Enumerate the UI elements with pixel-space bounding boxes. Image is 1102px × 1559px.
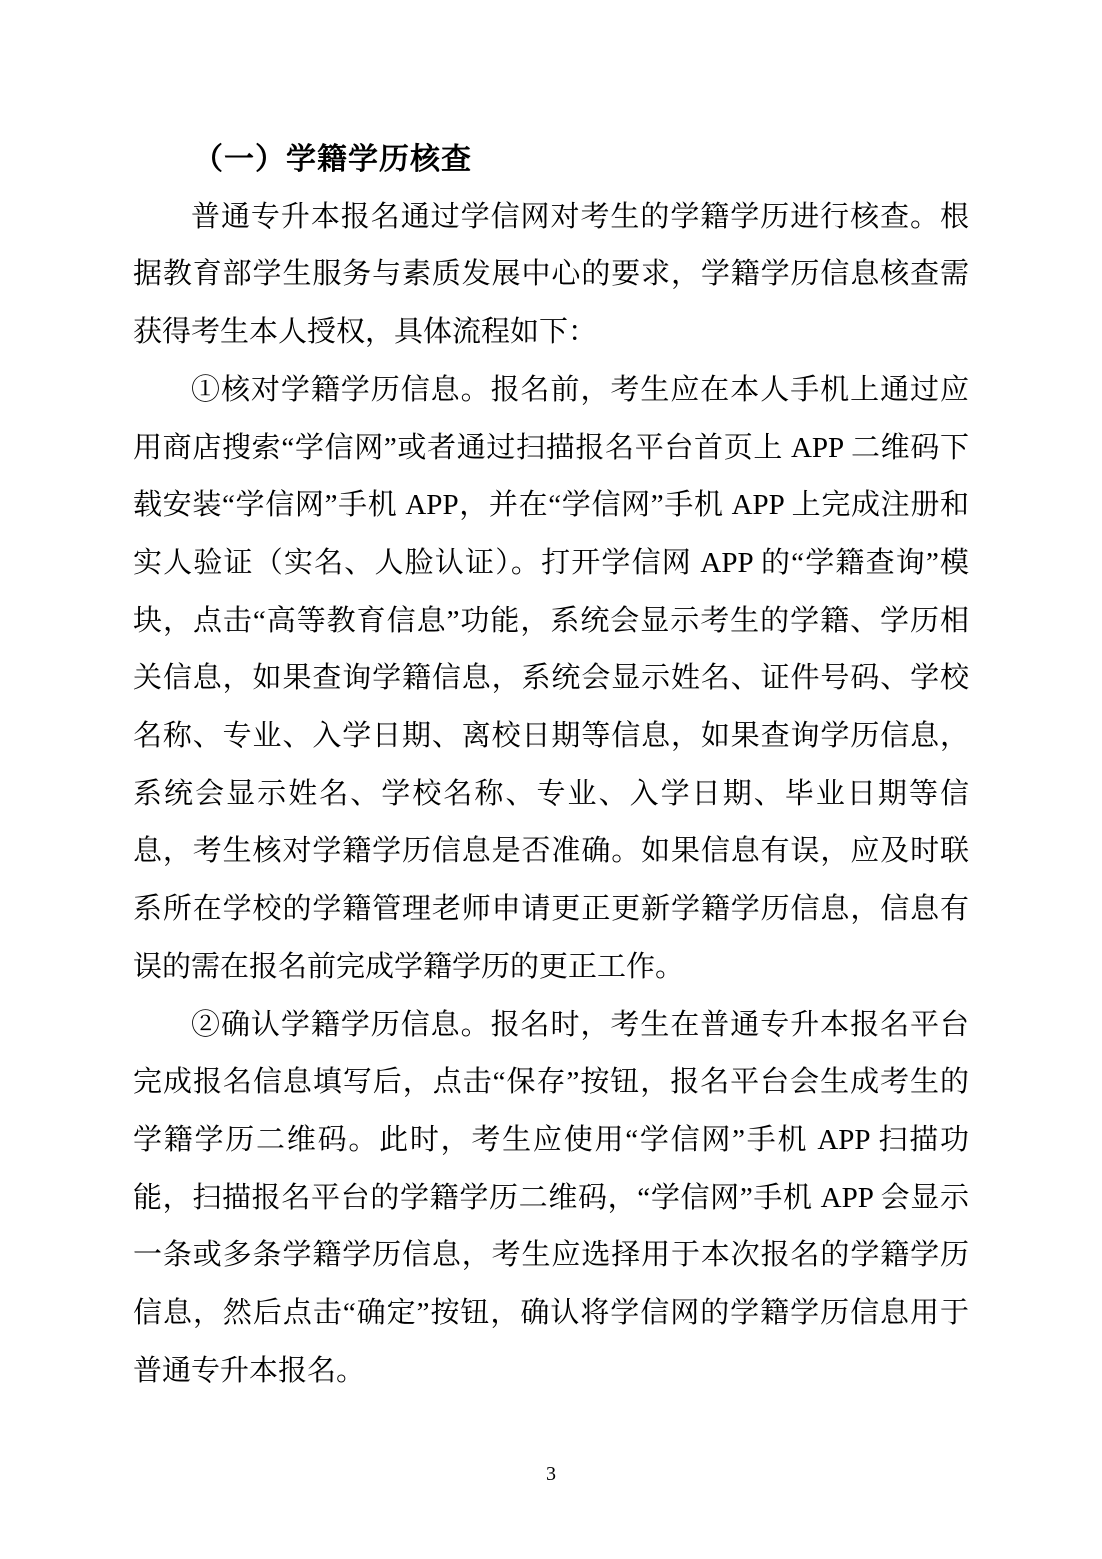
page-footer — [0, 1463, 1102, 1485]
paragraph-intro: 普通专升本报名通过学信网对考生的学籍学历进行核查。根据教育部学生服务与素质发展中心的要求，学籍学历信息核查需获得考生本人授权，具体流程如下： — [133, 200, 969, 349]
page-number: 3 — [546, 1463, 556, 1485]
document-content — [133, 131, 969, 1400]
paragraph-step2-confirm-info: ②确认学籍学历信息。报名时，考生在普通专升本报名平台完成报名信息填写后，点击“保存”按钮，报名平台会生成考生的学籍学历二维码。此时，考生应使用“学信网”手机 APP 扫描功能，扫描报名平台的学籍学历二维码，“学信网”手机 APP 会显示一条或多条学籍学历信息，考生应选择用于本次报名的学籍学历信息，然后点击“确定”按钮，确认将学信网的学籍学历信息用于普通专升本报名。 — [133, 1008, 969, 1387]
paragraph-step1-verify-info: ①核对学籍学历信息。报名前，考生应在本人手机上通过应用商店搜索“学信网”或者通过扫描报名平台首页上 APP 二维码下载安装“学信网”手机 APP，并在“学信网”手机 APP 上完成注册和实人验证（实名、人脸认证）。打开学信网 APP 的“学籍查询”模块，点击“高等教育信息”功能，系统会显示考生的学籍、学历相关信息，如果查询学籍信息，系统会显示姓名、证件号码、学校名称、专业、入学日期、离校日期等信息，如果查询学历信息，系统会显示姓名、学校名称、专业、入学日期、毕业日期等信息，考生核对学籍学历信息是否准确。如果信息有误，应及时联系所在学校的学籍管理老师申请更正更新学籍学历信息，信息有误的需在报名前完成学籍学历的更正工作。 — [133, 373, 969, 983]
section-heading: （一）学籍学历核查 — [193, 143, 472, 176]
